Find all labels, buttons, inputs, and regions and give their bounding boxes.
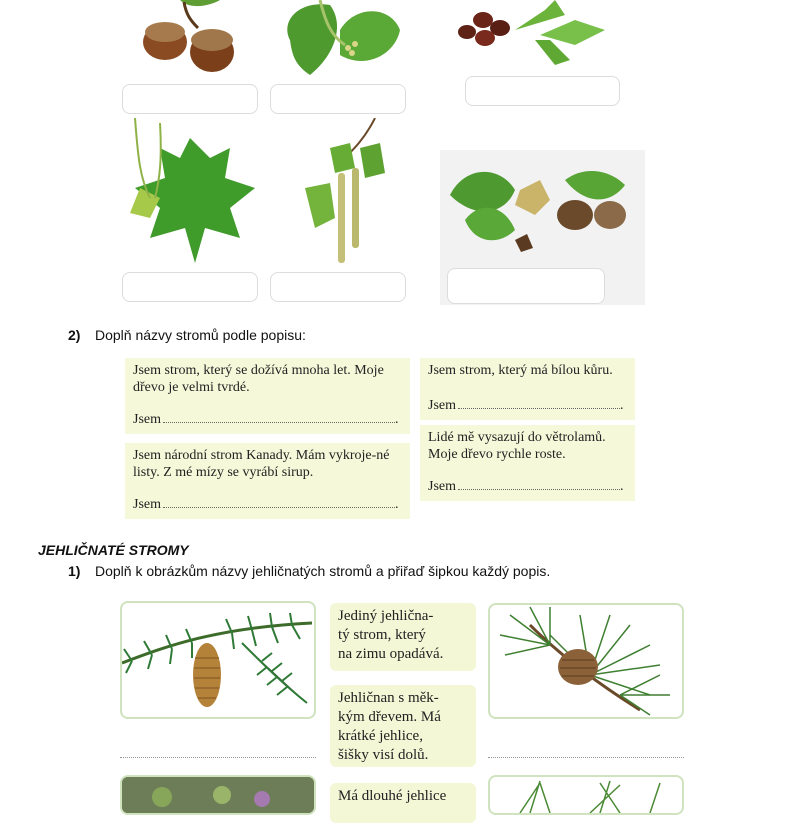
conifer-task-number: 1) (68, 563, 81, 579)
conifer-task-instruction: Doplň k obrázkům názvy jehličnatých stromů a přiřaď šipkou každý popis. (95, 563, 551, 579)
clue-answer-suffix: . (395, 412, 399, 427)
description-line: krátké jehlice, (338, 728, 423, 744)
answer-box-3[interactable] (465, 76, 620, 106)
clue-answer-prefix: Jsem (428, 398, 456, 413)
clue-answer-prefix: Jsem (133, 497, 161, 512)
clue-oak (125, 358, 410, 434)
clue-answer-field[interactable] (163, 422, 395, 423)
description-line: na zimu opadává. (338, 646, 444, 662)
linden-leaf-image (270, 0, 410, 80)
clue-answer-prefix: Jsem (428, 479, 456, 494)
clue-answer-field[interactable] (163, 507, 395, 508)
clue-answer-line (133, 411, 402, 428)
task2-number: 2) (68, 327, 81, 343)
answer-box-2[interactable] (270, 84, 406, 114)
pine-needles-image (490, 777, 682, 813)
task2-instruction: Doplň názvy stromů podle popisu: (95, 327, 306, 343)
answer-box-6[interactable] (447, 268, 605, 304)
clue-answer-suffix: . (395, 497, 399, 512)
maple-leaf-image (120, 118, 265, 268)
clue-answer-suffix: . (620, 398, 624, 413)
clue-text: Lidé mě vysazují do větrolamů. Moje dřevo rychle roste. (428, 430, 606, 462)
description-line: Jehličnan s měk- (338, 690, 439, 706)
clue-answer-line (428, 478, 627, 495)
clue-text: Jsem strom, který má bílou kůru. (428, 363, 613, 378)
clue-answer-suffix: . (620, 479, 624, 494)
conifer-description-spruce (330, 685, 476, 767)
clue-birch (420, 358, 635, 420)
acorns-oak-image (120, 0, 250, 80)
description-line: kým dřevem. Má (338, 709, 441, 725)
larch-photo-frame (120, 775, 316, 815)
conifers-section-title: JEHLIČNATÉ STROMY (38, 542, 189, 558)
larch-image (122, 777, 314, 813)
description-line: šišky visí dolů. (338, 747, 429, 763)
description-line: Jediný jehlična- (338, 608, 434, 624)
conifer-description-larch (330, 603, 476, 671)
chestnut-image (455, 0, 615, 70)
clue-answer-line (428, 397, 627, 414)
pine-needles-photo-frame (488, 775, 684, 815)
beech-image (445, 160, 640, 260)
clue-maple (125, 443, 410, 519)
spruce-name-line[interactable] (120, 757, 316, 758)
clue-poplar (420, 425, 635, 501)
birch-catkins-image (300, 118, 410, 268)
spruce-branch-image (122, 603, 314, 717)
answer-box-5[interactable] (270, 272, 406, 302)
pine-branch-image (490, 605, 682, 717)
pine-name-line[interactable] (488, 757, 684, 758)
clue-answer-field[interactable] (458, 408, 620, 409)
description-line: tý strom, který (338, 627, 426, 643)
clue-answer-field[interactable] (458, 489, 620, 490)
description-line: Má dlouhé jehlice (338, 788, 447, 804)
spruce-photo-frame (120, 601, 316, 719)
answer-box-4[interactable] (122, 272, 258, 302)
pine-photo-frame (488, 603, 684, 719)
clue-text: Jsem strom, který se dožívá mnoha let. Moje dřevo je velmi tvrdé. (133, 363, 384, 395)
clue-answer-prefix: Jsem (133, 412, 161, 427)
clue-answer-line (133, 496, 402, 513)
clue-text: Jsem národní strom Kanady. Mám vykroje-né listy. Z mé mízy se vyrábí sirup. (133, 448, 390, 480)
conifer-description-pine (330, 783, 476, 823)
answer-box-1[interactable] (122, 84, 258, 114)
